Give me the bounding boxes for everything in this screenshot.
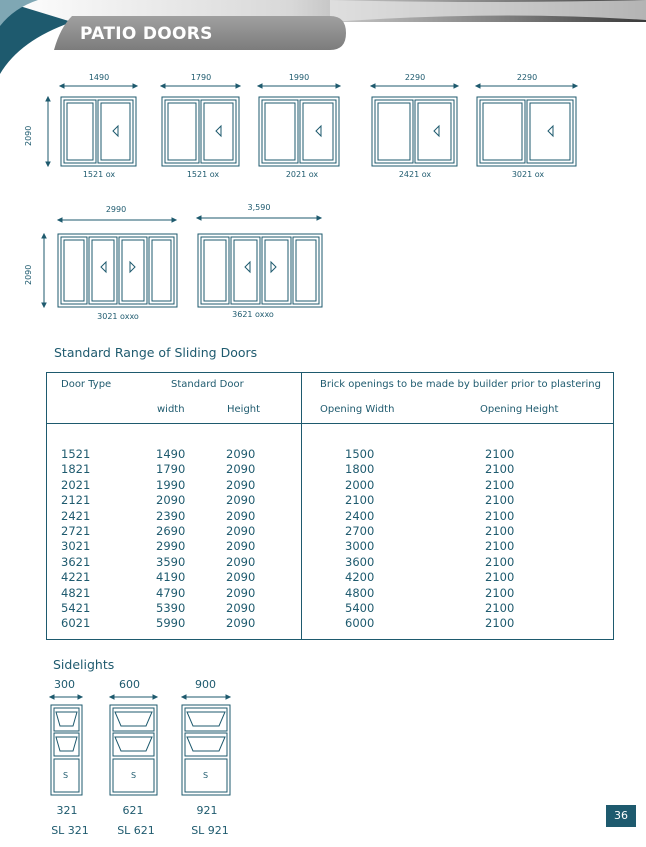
table-cell: 2390 — [156, 508, 186, 523]
col-header-standard-door: Standard Door — [171, 379, 244, 390]
sidelight-s-label: S — [203, 771, 209, 780]
table-cell: 1500 — [345, 447, 375, 461]
door-3021-oxxo — [58, 234, 177, 307]
sidelight-diagrams — [0, 688, 260, 798]
door-width-label: 1790 — [190, 73, 212, 82]
table-cell: 2700 — [345, 524, 375, 538]
door-width-label: 3,590 — [247, 203, 271, 212]
table-cell: 4200 — [345, 570, 375, 585]
table-cell: 2100 — [485, 616, 515, 631]
table-cell: 2100 — [485, 554, 515, 569]
door-width-label: 1990 — [288, 73, 310, 82]
door-2421-ox — [372, 97, 457, 166]
table-cell: 2090 — [226, 447, 256, 461]
table-cell: 2400 — [345, 508, 375, 523]
table-cell: 2690 — [156, 524, 186, 538]
door-width-label: 1490 — [88, 73, 110, 82]
door-1521-ox — [61, 97, 136, 166]
table-cell: 4190 — [156, 570, 186, 585]
table-cell: 4800 — [345, 585, 375, 600]
col-header-width: width — [157, 404, 185, 415]
table-cell: 6021 — [61, 616, 91, 631]
table-cell: 2090 — [226, 585, 256, 600]
door-code-label: 1521 ox — [82, 170, 116, 179]
door-code-label: 3021 oxxo — [97, 312, 139, 321]
table-cell: 2100 — [485, 524, 515, 538]
column-divider — [301, 373, 302, 639]
range-heading: Standard Range of Sliding Doors — [54, 345, 258, 360]
door-diagrams — [0, 60, 646, 330]
dimension-arrow — [46, 84, 577, 166]
table-cell: 1490 — [156, 447, 186, 461]
sidelight-width-label: 300 — [54, 678, 75, 691]
table-cell: 2090 — [226, 524, 256, 538]
table-cell: 4790 — [156, 585, 186, 600]
sidelight-s-label: S — [131, 771, 137, 780]
col-header-opening-height: Opening Height — [480, 404, 559, 415]
sidelight-code: 621 — [122, 804, 144, 817]
sidelights-heading: Sidelights — [53, 657, 115, 672]
table-cell: 2100 — [485, 601, 515, 615]
sidelight-width-label: 600 — [119, 678, 140, 691]
door-width-label: 2290 — [516, 73, 538, 82]
door-height-label: 2090 — [24, 264, 33, 285]
page-title: PATIO DOORS — [80, 24, 213, 44]
table-cell: 3000 — [345, 539, 375, 554]
sidelight-code: 321 — [56, 804, 78, 817]
table-cell: 2100 — [485, 585, 515, 600]
door-width-label: 2290 — [404, 73, 426, 82]
sidelight-321 — [51, 705, 82, 795]
table-cell: 2090 — [226, 570, 256, 585]
table-cell: 2090 — [226, 477, 256, 492]
sidelight-name: SL 921 — [191, 824, 229, 837]
table-cell: 2721 — [61, 524, 91, 538]
sidelight-921 — [182, 705, 230, 795]
door-1790 — [162, 97, 239, 166]
table-cell: 5400 — [345, 601, 375, 615]
sidelight-name: SL 321 — [51, 824, 89, 837]
table-cell: 2421 — [61, 508, 91, 523]
table-cell: 5990 — [156, 616, 186, 631]
table-cell: 6000 — [345, 616, 375, 631]
door-code-label: 1521 ox — [186, 170, 220, 179]
table-cell: 2090 — [226, 493, 256, 508]
table-cell: 1821 — [61, 462, 91, 477]
door-3621-oxxo — [198, 234, 322, 307]
table-cell: 2100 — [485, 508, 515, 523]
door-code-label: 2021 ox — [285, 170, 319, 179]
table-cell: 2100 — [485, 477, 515, 492]
col-header-height: Height — [227, 404, 261, 415]
table-cell: 2990 — [156, 539, 186, 554]
door-width-label: 2990 — [105, 205, 127, 214]
col-header-door-type: Door Type — [61, 379, 112, 390]
table-cell: 1990 — [156, 477, 186, 492]
table-cell: 5421 — [61, 601, 91, 615]
door-code-label: 3021 ox — [511, 170, 545, 179]
table-cell: 2090 — [156, 493, 186, 508]
table-cell: 2090 — [226, 601, 256, 615]
col-header-brick-openings: Brick openings to be made by builder prior to plastering — [320, 379, 601, 390]
header-divider — [47, 423, 613, 424]
table-cell: 2090 — [226, 539, 256, 554]
table-cell: 4221 — [61, 570, 91, 585]
table-cell: 5390 — [156, 601, 186, 615]
table-cell: 1790 — [156, 462, 186, 477]
door-code-label: 2421 ox — [398, 170, 432, 179]
table-cell: 2090 — [226, 508, 256, 523]
door-3021-ox — [477, 97, 576, 166]
table-cell: 2090 — [226, 616, 256, 631]
table-cell: 3021 — [61, 539, 91, 554]
sidelight-621 — [110, 705, 157, 795]
table-cell: 3600 — [345, 554, 375, 569]
sidelight-code: 921 — [196, 804, 218, 817]
table-cell: 1800 — [345, 462, 375, 477]
table-cell: 2100 — [485, 570, 515, 585]
table-cell: 1521 — [61, 447, 91, 461]
table-cell: 2100 — [485, 539, 515, 554]
table-cell: 3590 — [156, 554, 186, 569]
sidelight-name: SL 621 — [117, 824, 155, 837]
table-cell: 2121 — [61, 493, 91, 508]
door-height-label: 2090 — [24, 125, 33, 146]
col-header-opening-width: Opening Width — [320, 404, 395, 415]
table-cell: 2100 — [485, 447, 515, 461]
table-cell: 2090 — [226, 462, 256, 477]
table-cell: 2100 — [345, 493, 375, 508]
table-cell: 2100 — [485, 462, 515, 477]
table-cell: 3621 — [61, 554, 91, 569]
sidelight-width-label: 900 — [195, 678, 216, 691]
door-2021-ox — [259, 97, 339, 166]
table-cell: 4821 — [61, 585, 91, 600]
table-cell: 2100 — [485, 493, 515, 508]
table-cell: 2021 — [61, 477, 91, 492]
page-number: 36 — [606, 805, 636, 827]
door-code-label: 3621 oxxo — [232, 310, 274, 319]
table-cell: 2090 — [226, 554, 256, 569]
sidelight-s-label: S — [63, 771, 69, 780]
sliding-doors-table — [46, 372, 614, 640]
table-cell: 2000 — [345, 477, 375, 492]
